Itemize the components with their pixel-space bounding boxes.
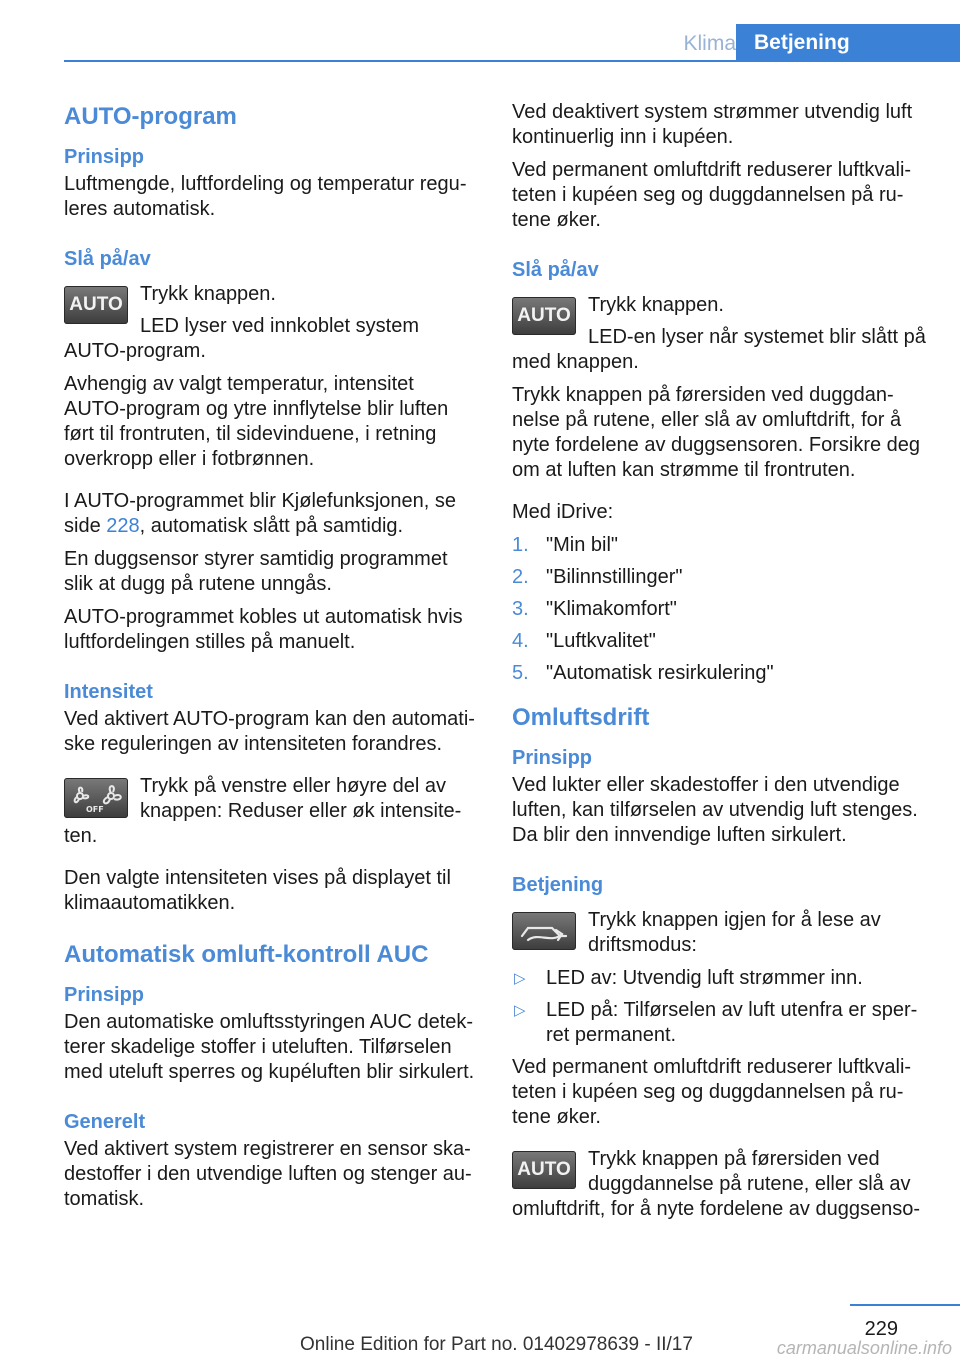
footer-rule bbox=[850, 1304, 960, 1306]
list-item: ▷ LED av: Utvendig luft strømmer inn. bbox=[514, 967, 863, 989]
list-item: 2. "Bilinnstillinger" bbox=[512, 566, 683, 588]
auto-program-title: AUTO-program bbox=[64, 103, 237, 130]
edition-text: Online Edition for Part no. 01402978639 - II/17 bbox=[300, 1334, 693, 1355]
fog-sensor-text: En duggsensor styrer samtidig programmet slik at dugg på rutene unngås. bbox=[64, 548, 448, 595]
intensity-text: Ved aktivert AUTO-program kan den automatiske reguleringen av intensiteten forandres. bbox=[64, 708, 475, 755]
press-button-text: Trykk knappen. bbox=[140, 283, 276, 305]
led-text: LED lyser ved innkoblet system AUTO-program. bbox=[64, 315, 420, 362]
recirc-button-instruction bbox=[512, 908, 926, 958]
auc-title: Automatisk omluft-kontroll AUC bbox=[64, 941, 429, 968]
right-press-button-text: Trykk knappen. bbox=[588, 294, 724, 316]
permanent-text-2: Ved permanent omluftdrift reduserer luftkvaliteten i kupéen seg og duggdannelsen på rutene øker. bbox=[512, 1056, 912, 1128]
general-text: Ved aktivert system registrerer en sensor skadestoffer i den utvendige luften og stenger automatisk. bbox=[64, 1138, 472, 1210]
header-section-label: Klima bbox=[683, 32, 736, 55]
right-auto-button-icon: AUTO bbox=[512, 297, 576, 335]
right-auto-button-icon-2: AUTO bbox=[512, 1151, 576, 1189]
list-item: 4. "Luftkvalitet" bbox=[512, 630, 656, 652]
general-heading: Generelt bbox=[64, 1111, 146, 1133]
permanent-text: Ved permanent omluftdrift reduserer luftkvaliteten i kupéen seg og duggdannelsen på rutene øker. bbox=[512, 159, 912, 231]
principle-heading: Prinsipp bbox=[64, 146, 145, 168]
recirc-title: Omluftsdrift bbox=[512, 704, 650, 731]
header-tab-betjening: Betjening bbox=[736, 24, 960, 62]
recirc-principle-text: Ved lukter eller skadestoffer i den utvendige luften, kan tilførselen av utvendig luft stenges. Da blir den innvendige luften sirkulert. bbox=[512, 774, 918, 846]
fan-button-instruction bbox=[64, 774, 478, 849]
left-column bbox=[64, 100, 478, 1212]
driver-side-text: Trykk knappen på førersiden ved duggdannelse på rutene, eller slå av omluftdrift, for å nyte fordelene av duggsensoren. Forsikre deg om at luften kan strømme til frontruten. bbox=[512, 384, 921, 481]
recirc-principle-heading: Prinsipp bbox=[512, 747, 593, 769]
intensity-press-text: Trykk på venstre eller høyre del av knappen: Reduser eller øk intensiteten. bbox=[64, 775, 462, 847]
auc-principle-text: Den automatiske omluftsstyringen AUC detekterer skadelige stoffer i uteluften. Tilførselen med uteluft sperres og kupéluften blir sirkulert. bbox=[64, 1011, 475, 1083]
watermark: carmanualsonline.info bbox=[776, 1338, 952, 1358]
principle-text: Luftmengde, luftfordeling og temperatur reguleres automatisk. bbox=[64, 173, 467, 220]
driver-side-text-2: Trykk knappen på førersiden ved duggdannelse på rutene, eller slå av omluftdrift, for å nyte fordelene av duggsenso- bbox=[512, 1148, 921, 1220]
right-auto-button-instruction-2 bbox=[512, 1147, 926, 1222]
page-link-228[interactable]: 228 bbox=[106, 515, 140, 537]
right-column bbox=[512, 100, 926, 1222]
auc-principle-heading: Prinsipp bbox=[64, 984, 145, 1006]
list-item: ▷ LED på: Tilførselen av luft utenfra er sperret permanent. bbox=[514, 999, 918, 1046]
list-item: 5. "Automatisk resirkulering" bbox=[512, 662, 774, 684]
page-number: 229 bbox=[864, 1318, 898, 1340]
fan-off-label: OFF bbox=[86, 805, 104, 814]
deactivated-text: Ved deaktivert system strømmer utvendig luft kontinuerlig inn i kupéen. bbox=[512, 101, 913, 148]
list-item: 1. "Min bil" bbox=[512, 534, 618, 556]
intensity-display-text: Den valgte intensiteten vises på displayet til klimaautomatikken. bbox=[64, 867, 451, 914]
mode-list bbox=[512, 966, 926, 1048]
auto-button-icon: AUTO bbox=[64, 286, 128, 324]
operation-press-text: Trykk knappen igjen for å lese av driftsmodus: bbox=[588, 909, 881, 956]
manual-text: AUTO-programmet kobles ut automatisk hvis luftfordelingen stilles på manuelt. bbox=[64, 606, 463, 653]
right-led-text: LED-en lyser når systemet blir slått på med knappen. bbox=[512, 326, 926, 373]
right-onoff-heading: Slå på/av bbox=[512, 259, 599, 281]
onoff-heading: Slå på/av bbox=[64, 248, 151, 270]
header-rule bbox=[64, 60, 960, 62]
depends-text: Avhengig av valgt temperatur, intensitet AUTO-program og ytre innflytelse blir luften ført til frontruten, til sidevinduene, i retning overkropp eller i fotbrønnen. bbox=[64, 373, 449, 470]
list-item: 3. "Klimakomfort" bbox=[512, 598, 677, 620]
auto-button-instruction bbox=[64, 282, 478, 364]
idrive-steps bbox=[512, 533, 926, 686]
recirculation-icon bbox=[512, 912, 576, 950]
fan-intensity-icon bbox=[64, 778, 128, 818]
right-auto-button-instruction bbox=[512, 293, 926, 375]
intensity-heading: Intensitet bbox=[64, 681, 153, 703]
cooling-text: I AUTO-programmet blir Kjølefunksjonen, se side 228, automatisk slått på samtidig. bbox=[64, 490, 457, 537]
operation-heading: Betjening bbox=[512, 874, 604, 896]
idrive-label: Med iDrive: bbox=[512, 501, 614, 523]
